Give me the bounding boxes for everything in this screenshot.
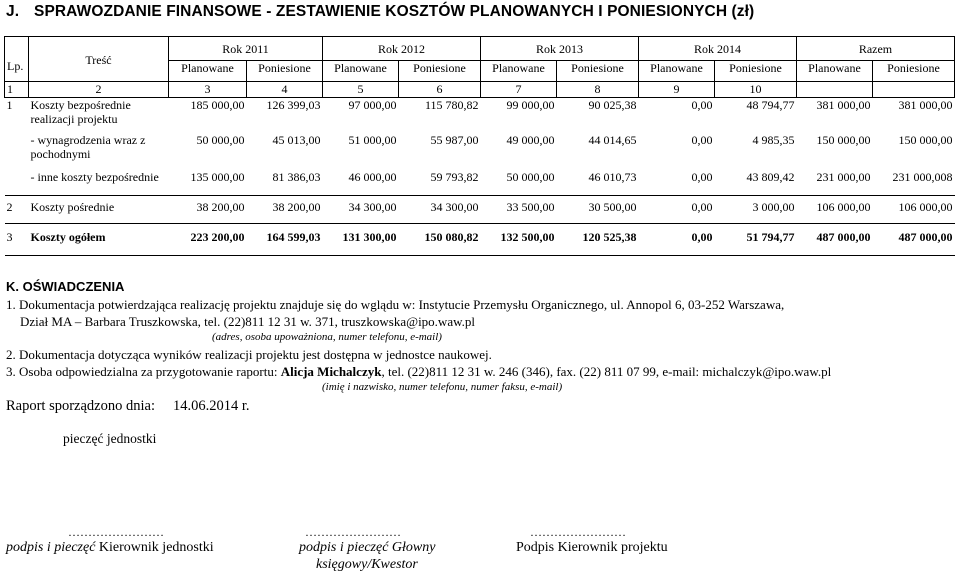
row-value: 487 000,00	[873, 224, 955, 256]
row-value: 381 000,00	[898, 98, 953, 112]
row-value: 48 794,77	[746, 98, 795, 112]
row-value: 43 809,42	[746, 169, 795, 184]
planned-header: Planowane	[639, 61, 715, 82]
row-value: 4 985,35	[752, 132, 795, 147]
section-heading: SPRAWOZDANIE FINANSOWE - ZESTAWIENIE KOSZTÓW PLANOWANYCH I PONIESIONYCH (zł)	[34, 3, 755, 20]
report-date-row	[6, 398, 250, 415]
col-number: 9	[639, 82, 715, 98]
row-value: 164 599,03	[247, 224, 323, 256]
signature-head-of-unit	[6, 540, 214, 556]
declaration-item-2: 2. Dokumentacja dotycząca wyników realizacji projektu jest dostępna w jednostce naukowej.	[6, 347, 492, 362]
row-value: 132 500,00	[481, 224, 557, 256]
row-lp: 2	[5, 196, 29, 224]
declarations-title: K. OŚWIADCZENIA	[6, 279, 125, 294]
column-number-row	[5, 82, 955, 98]
row-value: 51 794,77	[715, 224, 797, 256]
planned-header: Planowane	[323, 61, 399, 82]
row-value: 135 000,00	[190, 169, 245, 184]
row-label: Koszty pośrednie	[29, 196, 169, 224]
row-label: - wynagrodzenia wraz z pochodnymi	[30, 132, 146, 161]
row-lp	[5, 170, 29, 196]
row-value: 46 010,73	[588, 169, 637, 184]
planned-header: Planowane	[481, 61, 557, 82]
row-value: 33 500,00	[481, 196, 557, 224]
stamp-label: pieczęć jednostki	[63, 431, 157, 446]
row-value: 38 200,00	[247, 196, 323, 224]
responsible-person-name: Alicja Michalczyk	[280, 364, 382, 379]
section-letter: J.	[6, 3, 20, 20]
declaration-item-3-note: (imię i nazwisko, numer telefonu, numer faksu, e-mail)	[322, 381, 563, 393]
row-value: 0,00	[639, 196, 715, 224]
declaration-item-1-contact: Dział MA – Barbara Truszkowska, tel. (22)811 12 31 w. 371, truszkowska@ipo.waw.pl	[20, 314, 475, 329]
spent-header: Poniesione	[715, 61, 797, 82]
row-value: 0,00	[691, 169, 713, 184]
report-date: 14.06.2014 r.	[173, 398, 250, 414]
row-value: 126 399,03	[266, 98, 321, 112]
col-number: 8	[557, 82, 639, 98]
spent-header: Poniesione	[399, 61, 481, 82]
row-value: 106 000,00	[797, 196, 873, 224]
report-date-label: Raport sporządzono dnia:	[6, 398, 155, 414]
row-value: 150 000,00	[816, 132, 871, 147]
col-number: 5	[323, 82, 399, 98]
table-row	[5, 133, 955, 170]
row-label: Koszty bezpośrednie realizacji projektu	[30, 98, 131, 126]
row-value: 55 987,00	[430, 132, 479, 147]
row-value: 90 025,38	[588, 98, 637, 112]
col-number	[873, 82, 955, 98]
row-value: 131 300,00	[323, 224, 399, 256]
row-value: 223 200,00	[169, 224, 247, 256]
signature-role: Kierownik jednostki	[95, 540, 214, 555]
signature-line: ……………………	[305, 525, 401, 539]
row-value: 51 000,00	[348, 132, 397, 147]
row-value: 150 080,82	[399, 224, 481, 256]
row-label: - inne koszty bezpośrednie	[30, 169, 159, 184]
declaration-item-3-suffix: , tel. (22)811 12 31 w. 246 (346), fax. (22) 811 07 99, e-mail: michalczyk@ipo.waw.pl	[381, 364, 832, 379]
declaration-item-1-note: (adres, osoba upoważniona, numer telefonu, e-mail)	[212, 331, 442, 343]
row-value: 45 013,00	[272, 132, 321, 147]
row-value: 34 300,00	[399, 196, 481, 224]
declaration-item-3-prefix: 3. Osoba odpowiedzialna za przygotowanie raportu:	[6, 364, 281, 379]
table-row	[5, 170, 955, 196]
declaration-item-3	[6, 364, 831, 380]
planned-header: Planowane	[797, 61, 873, 82]
col-number: 10	[715, 82, 797, 98]
row-value: 487 000,00	[797, 224, 873, 256]
table-row	[5, 224, 955, 256]
row-value: 106 000,00	[873, 196, 955, 224]
signature-chief-accountant-role: księgowy/Kwestor	[316, 557, 418, 572]
table-row	[5, 196, 955, 224]
row-value: 3 000,00	[715, 196, 797, 224]
table-row	[5, 98, 955, 133]
row-lp: 1	[6, 98, 13, 112]
row-value: 185 000,00	[190, 98, 245, 112]
row-lp: 3	[5, 224, 29, 256]
row-value: 0,00	[691, 98, 713, 112]
year-header-2013: Rok 2013	[481, 37, 639, 61]
row-value: 231 000,00	[816, 169, 871, 184]
row-value: 381 000,00	[816, 98, 871, 112]
year-header-total: Razem	[797, 37, 955, 61]
row-label: Koszty ogółem	[29, 224, 169, 256]
row-value: 49 000,00	[506, 132, 555, 147]
signature-italic-label: podpis i pieczęć	[6, 540, 96, 555]
row-value: 81 386,03	[272, 169, 321, 184]
signature-line: ……………………	[530, 525, 626, 539]
col-number: 7	[481, 82, 557, 98]
col-number: 3	[169, 82, 247, 98]
row-value: 46 000,00	[348, 169, 397, 184]
row-value: 231 000,008	[892, 169, 953, 184]
row-value: 30 500,00	[557, 196, 639, 224]
row-value: 97 000,00	[348, 98, 397, 112]
row-value: 150 000,00	[898, 132, 953, 147]
row-value: 50 000,00	[506, 169, 555, 184]
row-value: 0,00	[691, 132, 713, 147]
col-number: 2	[29, 82, 169, 98]
row-value: 59 793,82	[430, 169, 479, 184]
declaration-item-1: 1. Dokumentacja potwierdzająca realizację projektu znajduje się do wglądu w: Instytucie Przemysłu Organicznego, ul. Annopol 6, 03-252 Warszawa,	[6, 297, 785, 312]
col-number: 6	[399, 82, 481, 98]
year-header-2011: Rok 2011	[169, 37, 323, 61]
planned-header: Planowane	[169, 61, 247, 82]
section-title	[6, 3, 754, 21]
signature-project-manager: Podpis Kierownik projektu	[516, 540, 668, 555]
spent-header: Poniesione	[873, 61, 955, 82]
spent-header: Poniesione	[557, 61, 639, 82]
spent-header: Poniesione	[247, 61, 323, 82]
signature-chief-accountant: podpis i pieczęć Głowny	[299, 540, 436, 555]
col-number: 4	[247, 82, 323, 98]
year-header-2014: Rok 2014	[639, 37, 797, 61]
row-lp	[5, 133, 29, 170]
col-number	[797, 82, 873, 98]
col-number: 1	[5, 82, 29, 98]
row-value: 99 000,00	[506, 98, 555, 112]
signature-line: ……………………	[68, 525, 164, 539]
row-value: 50 000,00	[196, 132, 245, 147]
row-value: 0,00	[639, 224, 715, 256]
financial-table	[4, 36, 955, 256]
year-header-2012: Rok 2012	[323, 37, 481, 61]
tresc-header: Treść	[29, 37, 169, 82]
lp-header: Lp.	[5, 37, 29, 82]
row-value: 34 300,00	[323, 196, 399, 224]
row-value: 38 200,00	[169, 196, 247, 224]
row-value: 115 780,82	[424, 98, 479, 112]
row-value: 120 525,38	[557, 224, 639, 256]
row-value: 44 014,65	[588, 132, 637, 147]
